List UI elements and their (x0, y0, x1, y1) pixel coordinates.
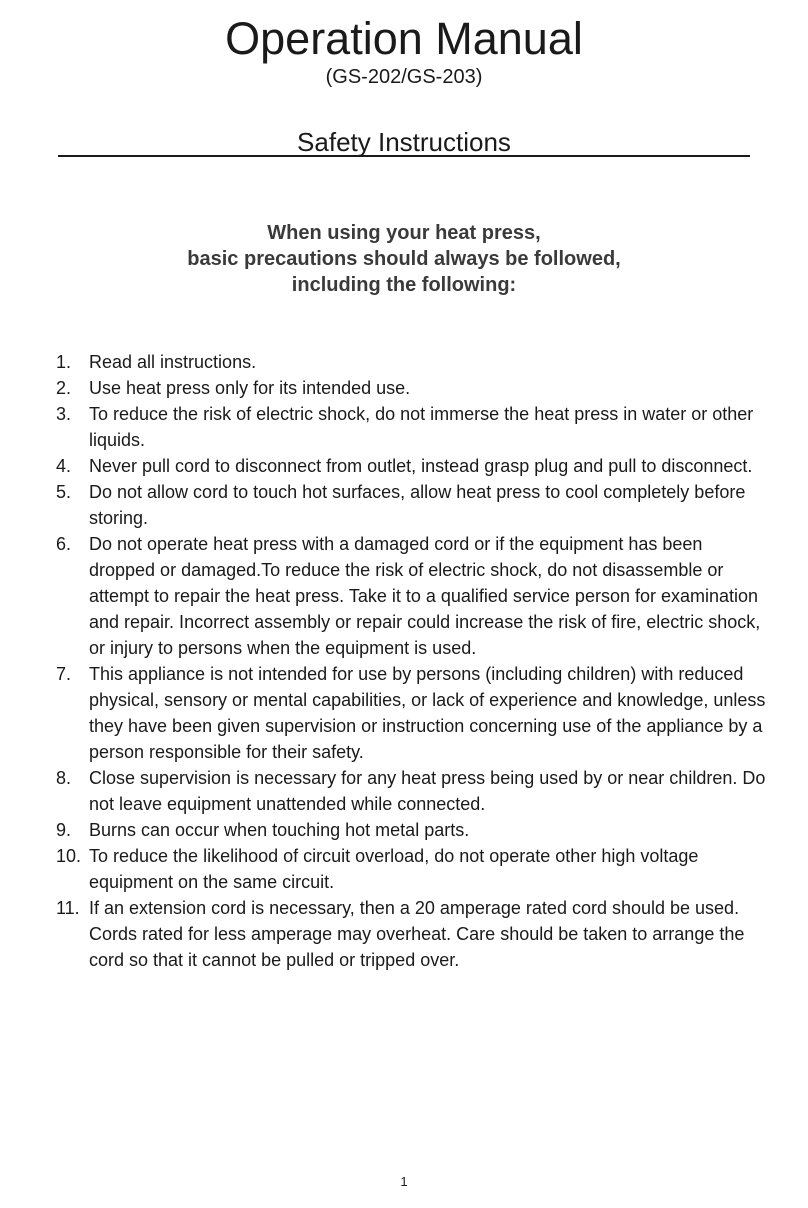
list-item (0, 661, 808, 765)
section-title: Safety Instructions (297, 127, 511, 157)
list-item (0, 817, 808, 843)
list-item (0, 453, 808, 479)
item-text: Close supervision is necessary for any heat press being used by or near children. Do not leave equipment unattended while connected. (89, 768, 766, 814)
model-number: (GS-202/GS-203) (325, 66, 483, 88)
item-number: 5. (56, 482, 72, 502)
section-divider (58, 155, 750, 157)
item-text: If an extension cord is necessary, then a 20 amperage rated cord should be used. Cords rated for less amperage may overheat. Care should be taken to arrange the cord so that it cannot be pulled or tripped over. (89, 898, 745, 970)
list-item (0, 479, 808, 531)
page-number: 1 (400, 1174, 408, 1189)
item-number: 10. (56, 846, 82, 866)
item-number: 2. (56, 378, 72, 398)
list-item (0, 843, 808, 895)
item-number: 7. (56, 664, 72, 684)
item-text: Do not operate heat press with a damaged cord or if the equipment has been dropped or damaged.To reduce the risk of electric shock, do not disassemble or attempt to repair the heat press. Take it to a qualified service person for examination and repair. Incorrect assembly or repair could increase the risk of fire, electric shock, or injury to persons when the equipment is used. (89, 534, 761, 658)
item-number: 11. (56, 898, 80, 918)
item-text: Read all instructions. (89, 352, 257, 372)
item-text: Never pull cord to disconnect from outlet, instead grasp plug and pull to disconnect. (89, 456, 753, 476)
item-text: To reduce the risk of electric shock, do not immerse the heat press in water or other liquids. (89, 404, 754, 450)
safety-instructions-list (0, 349, 808, 973)
item-text: Burns can occur when touching hot metal parts. (89, 820, 470, 840)
list-item (0, 401, 808, 453)
list-item (0, 375, 808, 401)
list-item (0, 531, 808, 661)
list-item (0, 765, 808, 817)
intro-line: including the following: (291, 274, 517, 296)
intro-line: basic precautions should always be followed, (187, 248, 621, 270)
item-number: 8. (56, 768, 72, 788)
item-number: 9. (56, 820, 72, 840)
document-title: Operation Manual (225, 13, 583, 64)
item-text: Do not allow cord to touch hot surfaces, allow heat press to cool completely before storing. (89, 482, 746, 528)
item-number: 1. (56, 352, 72, 372)
intro-line: When using your heat press, (267, 222, 541, 244)
item-text: This appliance is not intended for use by persons (including children) with reduced physical, sensory or mental capabilities, or lack of experience and knowledge, unless they have been given supervision or instruction concerning use of the appliance by a person responsible for their safety. (89, 664, 766, 762)
list-item (0, 895, 808, 973)
intro-text (0, 220, 808, 298)
list-item (0, 349, 808, 375)
item-number: 4. (56, 456, 72, 476)
item-text: Use heat press only for its intended use. (89, 378, 411, 398)
item-number: 6. (56, 534, 72, 554)
item-text: To reduce the likelihood of circuit overload, do not operate other high voltage equipment on the same circuit. (89, 846, 699, 892)
item-number: 3. (56, 404, 72, 424)
